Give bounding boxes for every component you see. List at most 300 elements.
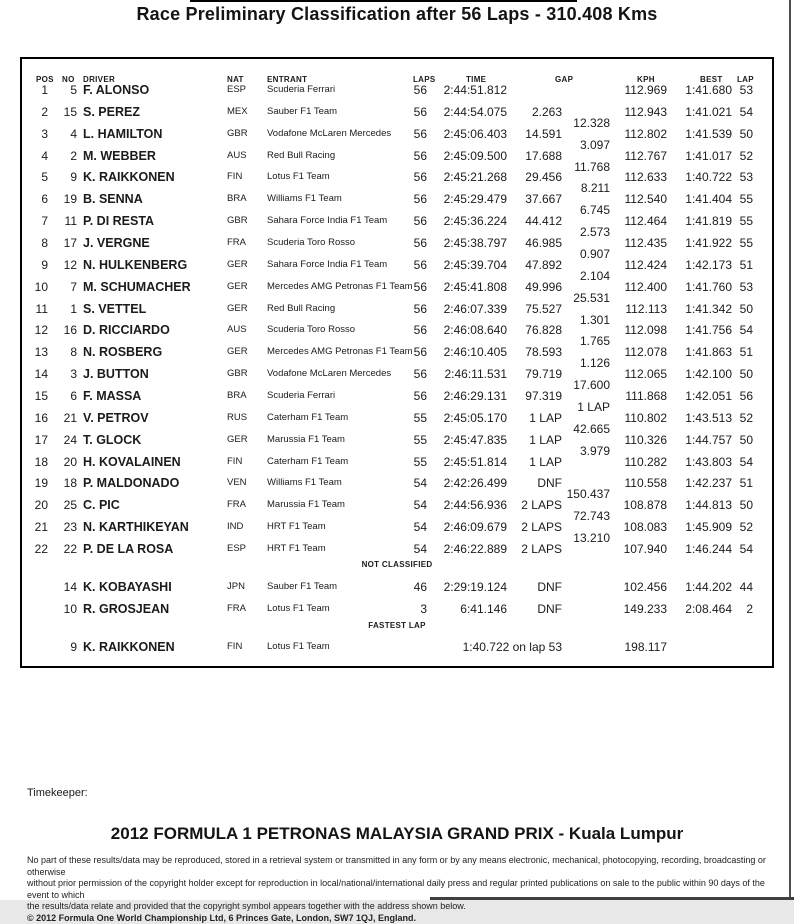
driver-cell: P. DE LA ROSA (83, 538, 173, 560)
kph-cell: 112.435 (605, 232, 667, 254)
interval-cell: 8.211 (540, 177, 610, 199)
best-cell: 1:41.819 (665, 210, 732, 232)
nat-cell: GER (227, 298, 248, 320)
kph-cell: 108.878 (605, 494, 667, 516)
nat-cell: RUS (227, 407, 247, 429)
pos-cell: 1 (22, 79, 48, 101)
nat-cell: GBR (227, 210, 248, 232)
result-row (22, 79, 772, 101)
lap-cell: 53 (734, 79, 753, 101)
best-cell: 1:41.404 (665, 188, 732, 210)
kph-cell: 112.065 (605, 363, 667, 385)
time-cell: 2:45:51.814 (415, 451, 507, 473)
not-classified-row (22, 576, 772, 598)
time-cell: 2:46:10.405 (415, 341, 507, 363)
best-cell: 1:42.237 (665, 472, 732, 494)
time-cell: 2:45:36.224 (415, 210, 507, 232)
gap-cell: 47.892 (497, 254, 562, 276)
time-cell: 2:46:09.679 (415, 516, 507, 538)
driver-cell: D. RICCIARDO (83, 319, 170, 341)
best-cell: 1:41.021 (665, 101, 732, 123)
laps-cell: 54 (380, 516, 427, 538)
header-nat: NAT (227, 69, 244, 91)
time-cell: 2:29:19.124 (415, 576, 507, 598)
driver-cell: J. VERGNE (83, 232, 150, 254)
page-title: Race Preliminary Classification after 56 Laps - 310.408 Kms (0, 4, 794, 25)
laps-cell: 56 (380, 210, 427, 232)
lap-cell: 44 (734, 576, 753, 598)
laps-cell: 56 (380, 188, 427, 210)
pos-cell: 15 (22, 385, 48, 407)
lap-cell: 52 (734, 407, 753, 429)
interval-cell: 6.745 (540, 199, 610, 221)
nat-cell: GBR (227, 123, 248, 145)
gap-cell: 14.591 (497, 123, 562, 145)
interval-cell: 150.437 (540, 483, 610, 505)
best-cell: 1:41.756 (665, 319, 732, 341)
nat-cell: MEX (227, 101, 248, 123)
driver-cell: K. RAIKKONEN (83, 166, 175, 188)
interval-cell: 3.097 (540, 134, 610, 156)
pos-cell: 3 (22, 123, 48, 145)
pos-cell: 22 (22, 538, 48, 560)
no-cell: 3 (50, 363, 77, 385)
entrant-cell: Red Bull Racing (267, 145, 335, 167)
interval-cell: 0.907 (540, 243, 610, 265)
fastest-lap-time-cell: 1:40.722 on lap 53 (420, 636, 562, 658)
lap-cell: 2 (734, 598, 753, 620)
time-cell: 2:45:21.268 (415, 166, 507, 188)
lap-cell: 51 (734, 341, 753, 363)
gap-cell: 29.456 (497, 166, 562, 188)
copyright-line: © 2012 Formula One World Championship Ltd, 6 Princes Gate, London, SW7 1QJ, England. (27, 913, 772, 924)
driver-cell: P. MALDONADO (83, 472, 179, 494)
nat-cell: JPN (227, 576, 245, 598)
best-cell: 1:43.513 (665, 407, 732, 429)
disclaimer-line: No part of these results/data may be reproduced, stored in a retrieval system or transmitted in any form or by any means electronic, mechanical, photocopying, recording, broadcasting or otherwise (27, 855, 772, 878)
best-cell: 1:41.680 (665, 79, 732, 101)
nat-cell: AUS (227, 145, 247, 167)
result-row (22, 298, 772, 320)
kph-cell: 198.117 (605, 636, 667, 658)
gap-cell: 75.527 (497, 298, 562, 320)
time-cell: 2:46:29.131 (415, 385, 507, 407)
kph-cell: 112.400 (605, 276, 667, 298)
laps-cell: 56 (380, 319, 427, 341)
kph-cell: 112.098 (605, 319, 667, 341)
nat-cell: FIN (227, 166, 242, 188)
entrant-cell: Lotus F1 Team (267, 166, 330, 188)
laps-cell: 54 (380, 472, 427, 494)
driver-cell: F. ALONSO (83, 79, 149, 101)
kph-cell: 112.540 (605, 188, 667, 210)
gap-cell: 2 LAPS (497, 516, 562, 538)
lap-cell: 55 (734, 188, 753, 210)
header-time: TIME (466, 69, 486, 91)
nat-cell: GBR (227, 363, 248, 385)
nat-cell: GER (227, 254, 248, 276)
laps-cell: 56 (380, 298, 427, 320)
header-gap: GAP (555, 69, 573, 91)
timekeeper-label: Timekeeper: (27, 787, 88, 799)
nat-cell: BRA (227, 188, 247, 210)
result-row (22, 341, 772, 363)
no-cell: 2 (50, 145, 77, 167)
lap-cell: 51 (734, 254, 753, 276)
best-cell: 1:41.863 (665, 341, 732, 363)
lap-cell: 54 (734, 538, 753, 560)
entrant-cell: Vodafone McLaren Mercedes (267, 123, 391, 145)
time-cell: 2:42:26.499 (415, 472, 507, 494)
no-cell: 12 (50, 254, 77, 276)
interval-cell: 1.301 (540, 309, 610, 331)
entrant-cell: Mercedes AMG Petronas F1 Team (267, 341, 413, 363)
driver-cell: N. KARTHIKEYAN (83, 516, 189, 538)
pos-cell: 8 (22, 232, 48, 254)
lap-cell: 50 (734, 363, 753, 385)
nat-cell: FRA (227, 494, 246, 516)
lap-cell: 52 (734, 145, 753, 167)
pos-cell: 4 (22, 145, 48, 167)
no-cell: 11 (50, 210, 77, 232)
entrant-cell: Scuderia Ferrari (267, 79, 335, 101)
scan-artifact-top-line (190, 0, 577, 2)
kph-cell: 112.464 (605, 210, 667, 232)
gap-cell: 17.688 (497, 145, 562, 167)
laps-cell: 56 (380, 166, 427, 188)
pos-cell: 6 (22, 188, 48, 210)
best-cell: 2:08.464 (665, 598, 732, 620)
laps-cell: 56 (380, 232, 427, 254)
pos-cell: 7 (22, 210, 48, 232)
kph-cell: 112.767 (605, 145, 667, 167)
pos-cell: 12 (22, 319, 48, 341)
entrant-cell: Scuderia Toro Rosso (267, 319, 355, 341)
no-cell: 22 (50, 538, 77, 560)
result-row (22, 494, 772, 516)
kph-cell: 110.802 (605, 407, 667, 429)
nat-cell: GER (227, 276, 248, 298)
driver-cell: K. KOBAYASHI (83, 576, 172, 598)
no-cell: 15 (50, 101, 77, 123)
gap-cell: 49.996 (497, 276, 562, 298)
pos-cell: 5 (22, 166, 48, 188)
result-row (22, 254, 772, 276)
lap-cell: 50 (734, 298, 753, 320)
pos-cell: 14 (22, 363, 48, 385)
interval-cell: 17.600 (540, 374, 610, 396)
gap-cell: 2.263 (497, 101, 562, 123)
best-cell: 1:41.017 (665, 145, 732, 167)
no-cell: 25 (50, 494, 77, 516)
time-cell: 2:46:08.640 (415, 319, 507, 341)
laps-cell: 54 (380, 538, 427, 560)
best-cell: 1:42.100 (665, 363, 732, 385)
nat-cell: IND (227, 516, 243, 538)
kph-cell: 107.940 (605, 538, 667, 560)
copyright-disclaimer (27, 855, 772, 924)
best-cell: 1:41.342 (665, 298, 732, 320)
event-title: 2012 FORMULA 1 PETRONAS MALAYSIA GRAND PRIX - Kuala Lumpur (0, 824, 794, 844)
disclaimer-line: without prior permission of the copyright holder except for reproduction in local/national/international daily press and regular printed publications on sale to the public within 90 days of the event to which (27, 878, 772, 901)
no-cell: 21 (50, 407, 77, 429)
no-cell: 20 (50, 451, 77, 473)
gap-cell: 37.667 (497, 188, 562, 210)
laps-cell: 56 (380, 254, 427, 276)
entrant-cell: Sahara Force India F1 Team (267, 210, 387, 232)
entrant-cell: Scuderia Ferrari (267, 385, 335, 407)
gap-cell: DNF (497, 598, 562, 620)
nat-cell: ESP (227, 538, 246, 560)
kph-cell: 112.633 (605, 166, 667, 188)
kph-cell: 108.083 (605, 516, 667, 538)
header-entrant: ENTRANT (267, 69, 307, 91)
time-cell: 2:45:05.170 (415, 407, 507, 429)
pos-cell: 20 (22, 494, 48, 516)
result-row (22, 472, 772, 494)
kph-cell: 110.326 (605, 429, 667, 451)
time-cell: 2:46:22.889 (415, 538, 507, 560)
lap-cell: 55 (734, 210, 753, 232)
classification-table (20, 57, 774, 668)
gap-cell: 97.319 (497, 385, 562, 407)
header-pos: POS (36, 69, 54, 91)
interval-cell: 12.328 (540, 112, 610, 134)
lap-cell: 50 (734, 429, 753, 451)
kph-cell: 112.078 (605, 341, 667, 363)
lap-cell: 53 (734, 276, 753, 298)
pos-cell: 17 (22, 429, 48, 451)
fastest-lap-label: FASTEST LAP (22, 615, 772, 637)
result-row (22, 166, 772, 188)
driver-cell: T. GLOCK (83, 429, 141, 451)
laps-cell: 56 (380, 145, 427, 167)
no-cell: 17 (50, 232, 77, 254)
no-cell: 1 (50, 298, 77, 320)
result-row (22, 276, 772, 298)
gap-cell: DNF (497, 472, 562, 494)
scan-artifact-right-edge (789, 0, 791, 900)
driver-cell: M. SCHUMACHER (83, 276, 191, 298)
best-cell: 1:41.922 (665, 232, 732, 254)
no-cell: 18 (50, 472, 77, 494)
no-cell: 9 (50, 636, 77, 658)
kph-cell: 112.424 (605, 254, 667, 276)
driver-cell: N. ROSBERG (83, 341, 162, 363)
header-kph: KPH (637, 69, 655, 91)
driver-cell: M. WEBBER (83, 145, 156, 167)
gap-cell: 79.719 (497, 363, 562, 385)
gap-cell: 1 LAP (497, 451, 562, 473)
time-cell: 2:45:29.479 (415, 188, 507, 210)
lap-cell: 55 (734, 232, 753, 254)
driver-cell: J. BUTTON (83, 363, 149, 385)
driver-cell: P. DI RESTA (83, 210, 154, 232)
header-no: NO (62, 69, 75, 91)
lap-cell: 54 (734, 319, 753, 341)
laps-cell: 46 (380, 576, 427, 598)
result-row (22, 385, 772, 407)
kph-cell: 149.233 (605, 598, 667, 620)
nat-cell: GER (227, 341, 248, 363)
nat-cell: BRA (227, 385, 247, 407)
entrant-cell: Marussia F1 Team (267, 429, 345, 451)
nat-cell: FRA (227, 232, 246, 254)
nat-cell: FRA (227, 598, 246, 620)
nat-cell: ESP (227, 79, 246, 101)
entrant-cell: HRT F1 Team (267, 516, 326, 538)
pos-cell: 2 (22, 101, 48, 123)
result-row (22, 101, 772, 123)
lap-cell: 52 (734, 516, 753, 538)
entrant-cell: Sauber F1 Team (267, 576, 337, 598)
no-cell: 19 (50, 188, 77, 210)
laps-cell: 56 (380, 123, 427, 145)
header-lap: LAP (737, 69, 754, 91)
time-cell: 2:45:39.704 (415, 254, 507, 276)
interval-cell: 1.126 (540, 352, 610, 374)
entrant-cell: Scuderia Toro Rosso (267, 232, 355, 254)
driver-cell: S. VETTEL (83, 298, 146, 320)
result-row (22, 363, 772, 385)
no-cell: 7 (50, 276, 77, 298)
driver-cell: N. HULKENBERG (83, 254, 187, 276)
laps-cell: 54 (380, 494, 427, 516)
time-cell: 2:46:11.531 (415, 363, 507, 385)
gap-cell: 1 LAP (497, 407, 562, 429)
entrant-cell: Williams F1 Team (267, 472, 342, 494)
result-row (22, 407, 772, 429)
entrant-cell: Sauber F1 Team (267, 101, 337, 123)
lap-cell: 50 (734, 123, 753, 145)
gap-cell: DNF (497, 576, 562, 598)
no-cell: 10 (50, 598, 77, 620)
not-classified-row (22, 598, 772, 620)
laps-cell: 56 (380, 341, 427, 363)
no-cell: 4 (50, 123, 77, 145)
time-cell: 2:44:54.075 (415, 101, 507, 123)
interval-cell: 25.531 (540, 287, 610, 309)
pos-cell: 9 (22, 254, 48, 276)
kph-cell: 112.943 (605, 101, 667, 123)
laps-cell: 56 (380, 79, 427, 101)
time-cell: 2:44:56.936 (415, 494, 507, 516)
result-row (22, 319, 772, 341)
time-cell: 2:45:09.500 (415, 145, 507, 167)
no-cell: 16 (50, 319, 77, 341)
entrant-cell: Lotus F1 Team (267, 598, 330, 620)
no-cell: 23 (50, 516, 77, 538)
entrant-cell: Marussia F1 Team (267, 494, 345, 516)
gap-cell: 2 LAPS (497, 494, 562, 516)
driver-cell: V. PETROV (83, 407, 149, 429)
pos-cell: 19 (22, 472, 48, 494)
nat-cell: FIN (227, 451, 242, 473)
interval-cell: 42.665 (540, 418, 610, 440)
gap-cell: 2 LAPS (497, 538, 562, 560)
gap-cell: 1 LAP (497, 429, 562, 451)
best-cell: 1:45.909 (665, 516, 732, 538)
kph-cell: 112.969 (605, 79, 667, 101)
driver-cell: S. PEREZ (83, 101, 140, 123)
gap-cell: 44.412 (497, 210, 562, 232)
interval-cell: 1.765 (540, 330, 610, 352)
result-row (22, 232, 772, 254)
lap-cell: 54 (734, 451, 753, 473)
best-cell: 1:41.760 (665, 276, 732, 298)
kph-cell: 102.456 (605, 576, 667, 598)
pos-cell: 11 (22, 298, 48, 320)
laps-cell: 55 (380, 407, 427, 429)
laps-cell: 55 (380, 429, 427, 451)
pos-cell: 18 (22, 451, 48, 473)
time-cell: 2:44:51.812 (415, 79, 507, 101)
entrant-cell: HRT F1 Team (267, 538, 326, 560)
kph-cell: 110.558 (605, 472, 667, 494)
pos-cell: 10 (22, 276, 48, 298)
best-cell: 1:44.813 (665, 494, 732, 516)
interval-cell: 13.210 (540, 527, 610, 549)
best-cell: 1:43.803 (665, 451, 732, 473)
pos-cell: 13 (22, 341, 48, 363)
best-cell: 1:42.051 (665, 385, 732, 407)
fastest-lap-row (22, 636, 772, 658)
lap-cell: 51 (734, 472, 753, 494)
no-cell: 8 (50, 341, 77, 363)
result-row (22, 123, 772, 145)
laps-cell: 56 (380, 276, 427, 298)
gap-cell: 46.985 (497, 232, 562, 254)
best-cell: 1:42.173 (665, 254, 732, 276)
entrant-cell: Sahara Force India F1 Team (267, 254, 387, 276)
entrant-cell: Mercedes AMG Petronas F1 Team (267, 276, 413, 298)
result-row (22, 451, 772, 473)
laps-cell: 55 (380, 451, 427, 473)
driver-cell: R. GROSJEAN (83, 598, 169, 620)
driver-cell: H. KOVALAINEN (83, 451, 181, 473)
result-row (22, 429, 772, 451)
kph-cell: 111.868 (605, 385, 667, 407)
laps-cell: 56 (380, 363, 427, 385)
no-cell: 5 (50, 79, 77, 101)
no-cell: 14 (50, 576, 77, 598)
no-cell: 6 (50, 385, 77, 407)
result-row (22, 188, 772, 210)
time-cell: 2:45:38.797 (415, 232, 507, 254)
driver-cell: K. RAIKKONEN (83, 636, 175, 658)
best-cell: 1:46.244 (665, 538, 732, 560)
entrant-cell: Williams F1 Team (267, 188, 342, 210)
laps-cell: 56 (380, 101, 427, 123)
entrant-cell: Caterham F1 Team (267, 407, 348, 429)
best-cell: 1:40.722 (665, 166, 732, 188)
result-row (22, 516, 772, 538)
interval-cell: 1 LAP (540, 396, 610, 418)
header-laps: LAPS (413, 69, 436, 91)
interval-cell: 2.573 (540, 221, 610, 243)
interval-cell: 11.768 (540, 156, 610, 178)
header-driver: DRIVER (83, 69, 115, 91)
laps-cell: 3 (380, 598, 427, 620)
driver-cell: C. PIC (83, 494, 120, 516)
time-cell: 2:46:07.339 (415, 298, 507, 320)
header-best: BEST (700, 69, 723, 91)
lap-cell: 53 (734, 166, 753, 188)
kph-cell: 112.802 (605, 123, 667, 145)
kph-cell: 110.282 (605, 451, 667, 473)
laps-cell: 56 (380, 385, 427, 407)
lap-cell: 54 (734, 101, 753, 123)
